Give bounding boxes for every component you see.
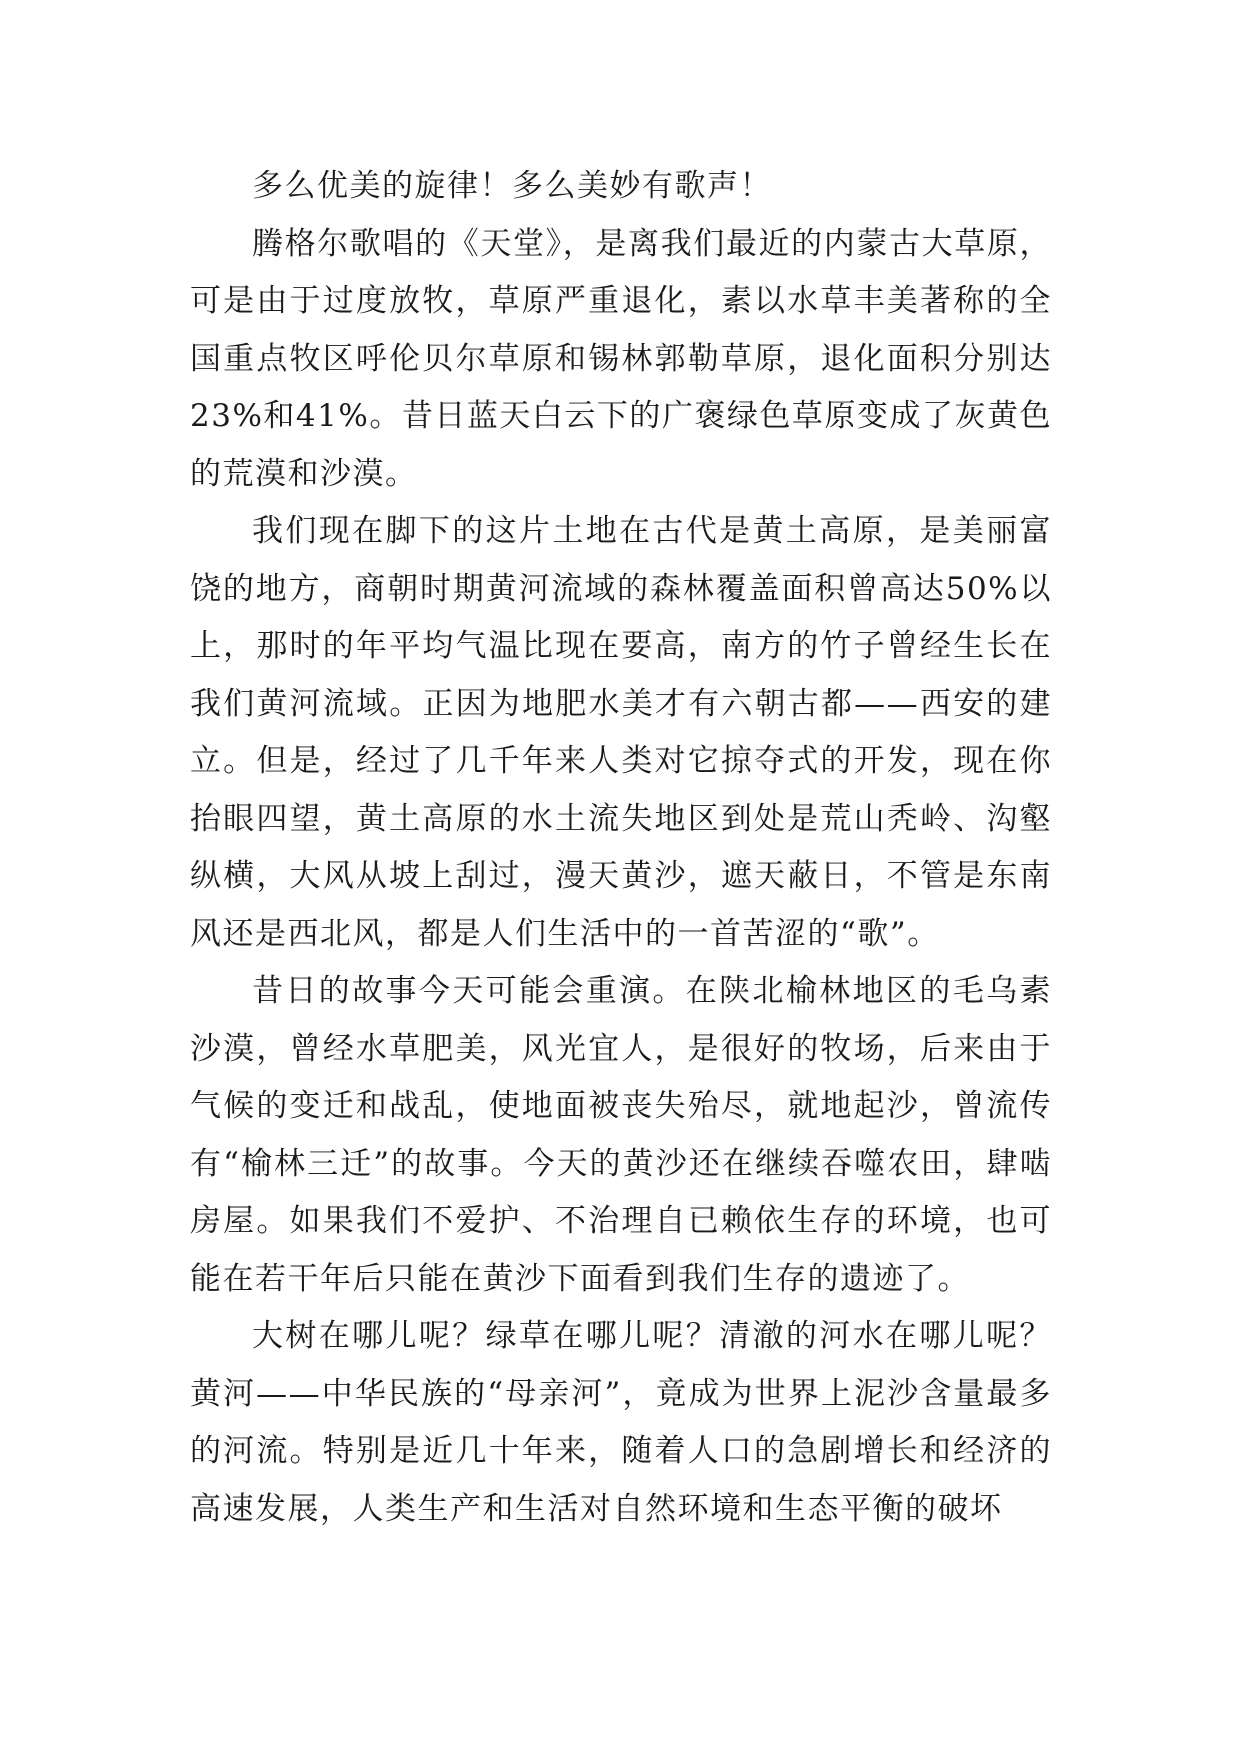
paragraph-2: 腾格尔歌唱的《天堂》，是离我们最近的内蒙古大草原，可是由于过度放牧，草原严重退化，素以水草丰美著称的全国重点牧区呼伦贝尔草原和锡林郭勒草原，退化面积分别达23%和41%。昔日蓝天白云下的广褒绿色草原变成了灰黄色的荒漠和沙漠。 <box>190 225 1052 492</box>
paragraph-3: 我们现在脚下的这片土地在古代是黄土高原，是美丽富饶的地方，商朝时期黄河流域的森林覆盖面积曾高达50%以上，那时的年平均气温比现在要高，南方的竹子曾经生长在我们黄河流域。正因为地肥水美才有六朝古都——西安的建立。但是，经过了几千年来人类对它掠夺式的开发，现在你抬眼四望，黄土高原的水土流失地区到处是荒山秃岭、沟壑纵横，大风从坡上刮过，漫天黄沙，遮天蔽日，不管是东南风还是西北风，都是人们生活中的一首苦涩的“歌”。 <box>190 513 1052 952</box>
document-body <box>190 158 1052 1538</box>
paragraph-4: 昔日的故事今天可能会重演。在陕北榆林地区的毛乌素沙漠，曾经水草肥美，风光宜人，是很好的牧场，后来由于气候的变迁和战乱，使地面被丧失殆尽，就地起沙，曾流传有“榆林三迁”的故事。今天的黄沙还在继续吞噬农田，肆啮房屋。如果我们不爱护、不治理自已赖依生存的环境，也可能在若干年后只能在黄沙下面看到我们生存的遗迹了。 <box>190 973 1052 1297</box>
paragraph-5: 大树在哪儿呢？绿草在哪儿呢？清澈的河水在哪儿呢？黄河——中华民族的“母亲河”，竟成为世界上泥沙含量最多的河流。特别是近几十年来，随着人口的急剧增长和经济的高速发展，人类生产和生活对自然环境和生态平衡的破坏 <box>190 1318 1052 1527</box>
paragraph-1: 多么优美的旋律！多么美妙有歌声！ <box>252 168 772 204</box>
